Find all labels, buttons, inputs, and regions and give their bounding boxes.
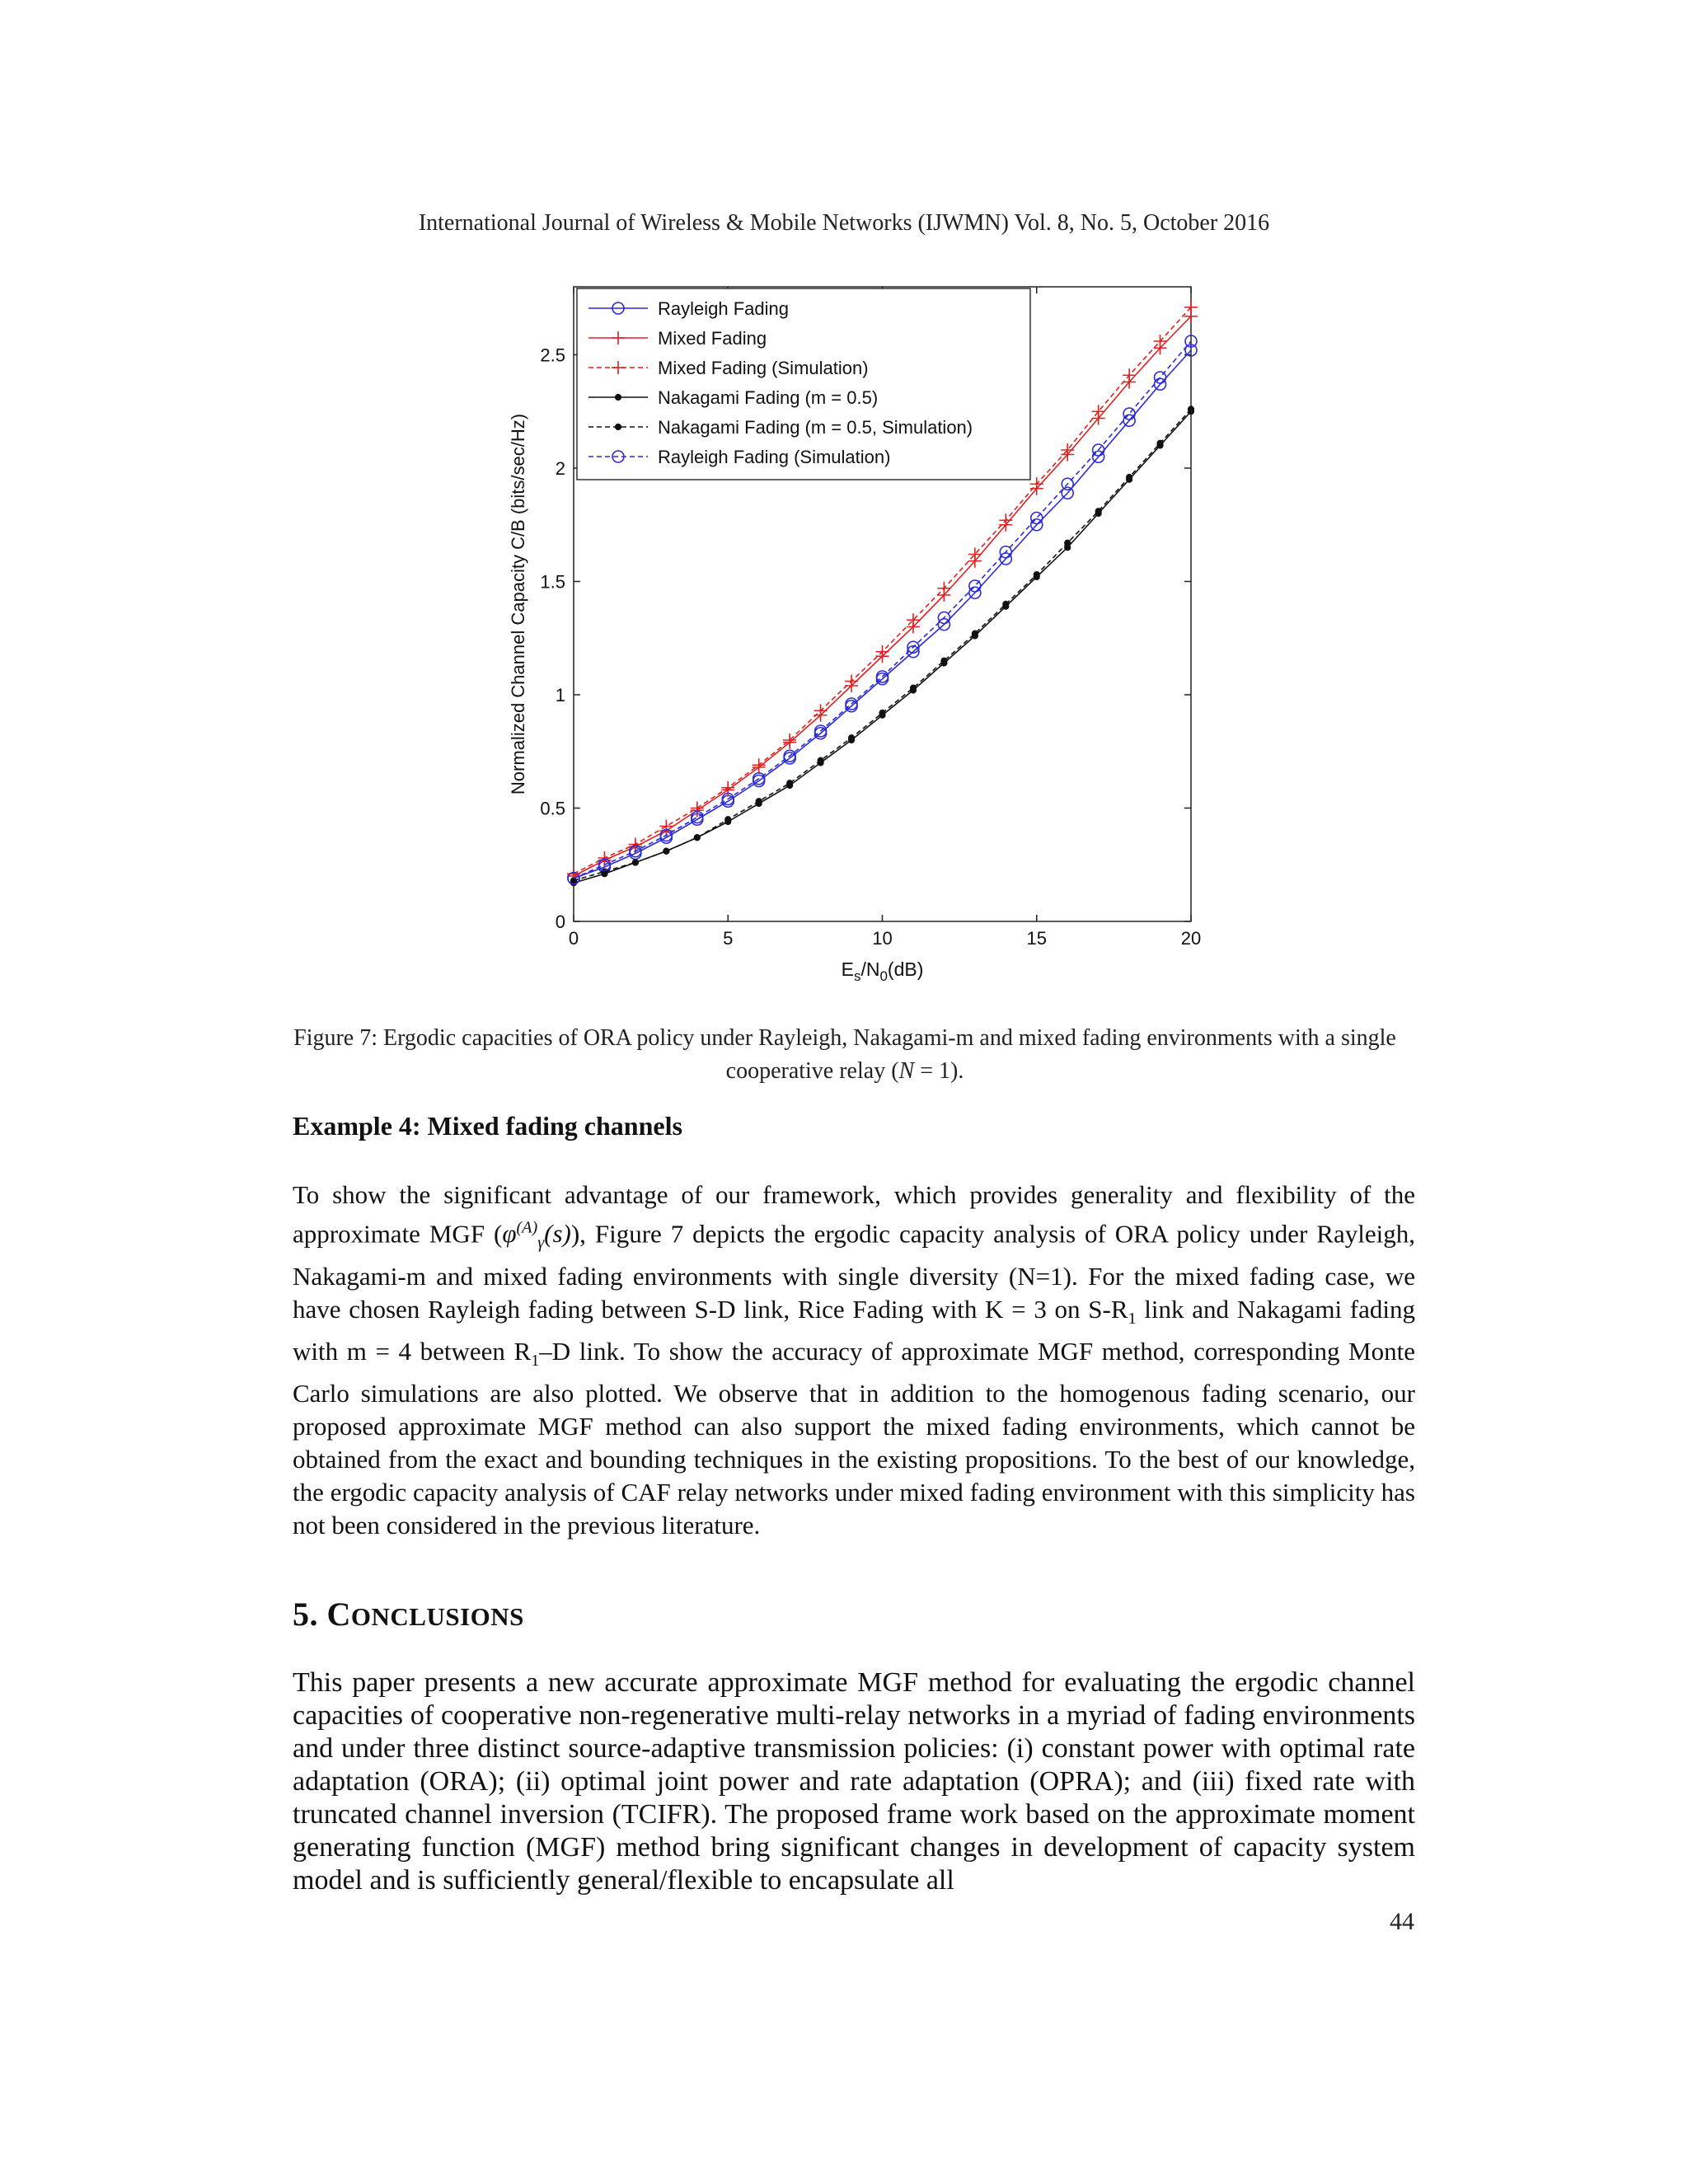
page-number: 44 — [1390, 1908, 1414, 1935]
x-tick-label: 20 — [1180, 928, 1202, 949]
series-4-point — [1003, 601, 1009, 607]
example-title: Example 4: Mixed fading channels — [293, 1111, 682, 1141]
journal-header: International Journal of Wireless & Mobile Networks (IJWMN) Vol. 8, No. 5, October 2016 — [418, 210, 1270, 236]
legend-label: Mixed Fading — [658, 328, 767, 349]
series-4-point — [972, 630, 978, 636]
series-4-point — [1095, 509, 1101, 514]
series-4-point — [1065, 540, 1071, 546]
series-4-point — [756, 799, 762, 804]
series-4-point — [941, 658, 947, 663]
x-tick-label: 15 — [1026, 928, 1047, 949]
series-4-point — [1188, 406, 1193, 412]
series-4-point — [694, 835, 700, 841]
series-4-point — [1157, 440, 1163, 446]
series-4-point — [570, 878, 576, 883]
x-tick-label: 5 — [723, 928, 734, 949]
capacity-chart — [495, 280, 1220, 997]
legend-marker — [615, 394, 621, 400]
series-4-point — [910, 685, 916, 691]
legend-label: Rayleigh Fading — [658, 298, 789, 319]
y-tick-label: 1.5 — [540, 571, 565, 593]
y-tick-label: 2.5 — [540, 344, 565, 366]
series-4-point — [818, 757, 823, 763]
caption-text: Figure 7: Ergodic capacities of ORA policy under Rayleigh, Nakagami-m and mixed fading environments with a single cooperative relay ( — [293, 1025, 1396, 1084]
series-4-point — [1034, 572, 1039, 578]
legend-label: Rayleigh Fading (Simulation) — [658, 447, 891, 467]
series-4-point — [787, 780, 793, 786]
legend-label: Nakagami Fading (m = 0.5) — [658, 387, 879, 408]
x-tick-label: 0 — [568, 928, 579, 949]
section-heading-conclusions: 5. CONCLUSIONS — [293, 1596, 524, 1633]
y-tick-label: 0 — [555, 912, 565, 932]
legend-marker — [615, 424, 621, 429]
y-tick-label: 1 — [555, 685, 565, 705]
y-tick-label: 2 — [555, 458, 565, 479]
y-axis-label: Normalized Channel Capacity C/B (bits/sec/Hz) — [508, 413, 528, 795]
series-4-point — [848, 735, 854, 741]
x-tick-label: 10 — [872, 928, 893, 949]
legend-label: Nakagami Fading (m = 0.5, Simulation) — [658, 417, 973, 438]
series-4-point — [1127, 474, 1132, 480]
legend-label: Mixed Fading (Simulation) — [658, 358, 869, 378]
y-tick-label: 0.5 — [540, 798, 565, 819]
caption-suffix: = 1). — [914, 1058, 964, 1084]
series-4-point — [663, 848, 669, 854]
conclusions-paragraph: This paper presents a new accurate approximate MGF method for evaluating the ergodic channel capacities of cooperative non-regenerative multi-relay networks in a myriad of fading environments and under three distinct source-adaptive transmission policies: (i) constant power with optimal rate adaptation (ORA); (ii) optimal joint power and rate adaptation (OPRA); and (iii) fixed rate with truncated channel inversion (TCIFR). The proposed frame work based on the approximate moment generating function (MGF) method bring significant changes in development of capacity system model and is sufficiently general/flexible to encapsulate all — [293, 1667, 1415, 1896]
figure-7 — [495, 280, 1220, 997]
caption-var: N — [898, 1058, 915, 1084]
example-paragraph: To show the significant advantage of our framework, which provides generality and flexibility of the approximate MGF $(\varphi^{(A)}_\gamma(s))$, Figure 7 depicts the ergodic capacity analysis of ORA policy under Rayleigh, Nakagami-m and mixed fading environments with single diversity (N=1). For the mixed fading case, we have chosen Rayleigh fading between S-D link, Rice Fading with K = 3 on $S-R_1$ link and Nakagami fading with m = 4 between $R_1-D$ link. To show the accuracy of approximate MGF method, corresponding Monte Carlo simulations are also plotted. We observe that in addition to the homogenous fading scenario, our proposed approximate MGF method can also support the mixed fading environments, which cannot be obtained from the exact and bounding techniques in the existing propositions. To the best of our knowledge, the ergodic capacity analysis of CAF relay networks under mixed fading environment with this simplicity has not been considered in the previous literature. — [293, 1180, 1415, 1540]
series-4-point — [879, 710, 885, 715]
series-4-point — [632, 860, 638, 865]
figure-caption — [272, 1022, 1418, 1088]
x-axis-label: $E_s/N_0(dB)$ — [841, 958, 924, 984]
mgf-symbol: $\varphi^{(A)}_\gamma(s)$ — [502, 1219, 571, 1253]
series-4-point — [725, 817, 731, 823]
